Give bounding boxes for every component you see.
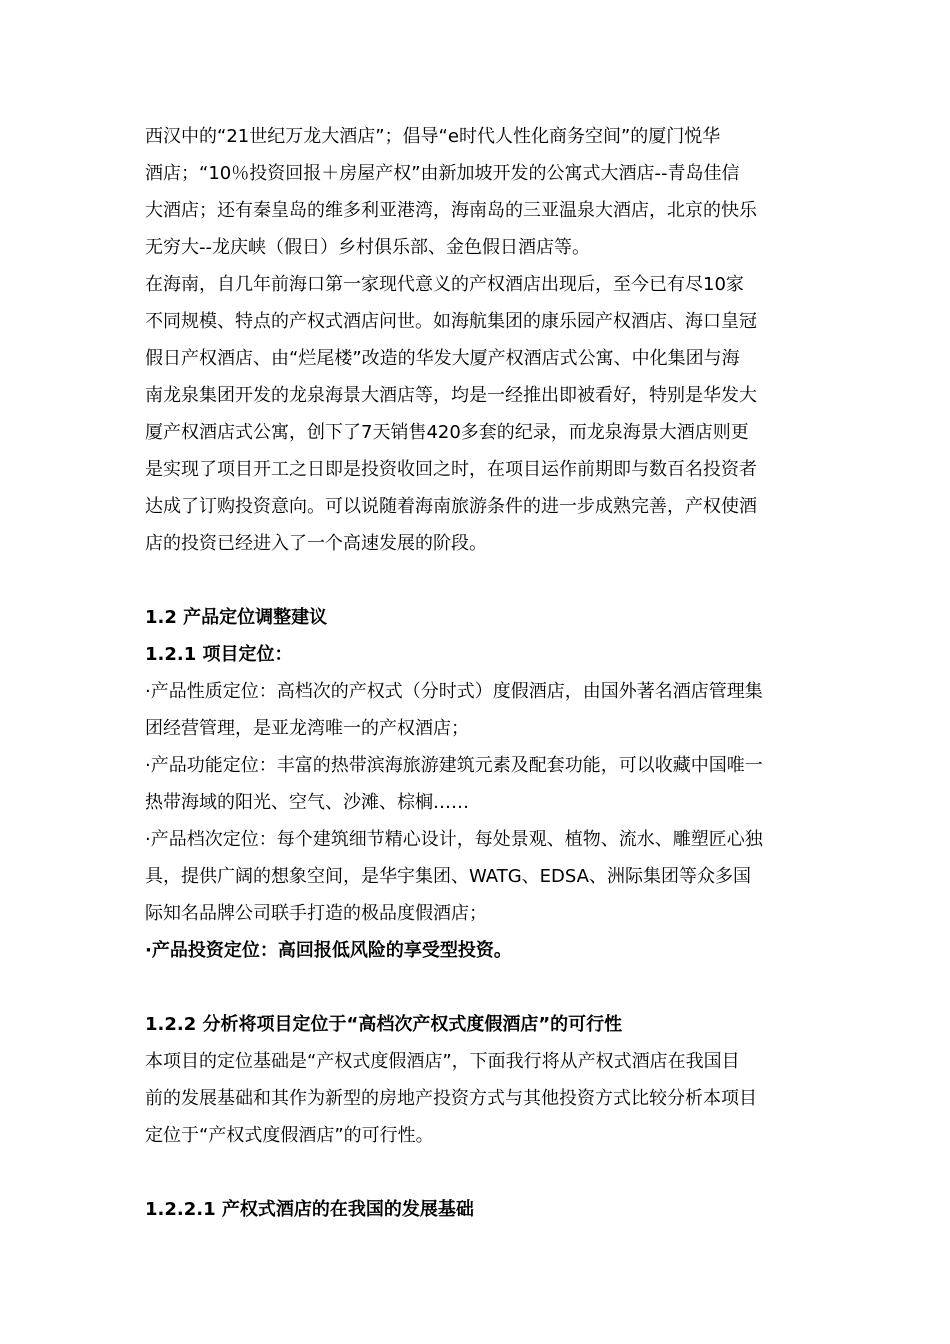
hainan-paragraph	[145, 266, 805, 562]
text-line: 南龙泉集团开发的龙泉海景大酒店等，均是一经推出即被看好，特别是华发大	[145, 385, 757, 406]
text-line: 定位于“产权式度假酒店”的可行性。	[145, 1125, 434, 1146]
spacer	[145, 562, 805, 599]
list-item-grade-cont: 具，提供广阔的想象空间，是华宇集团、WATG、EDSA、洲际集团等众多国	[145, 866, 751, 887]
text-line: 店的投资已经进入了一个高速发展的阶段。	[145, 533, 487, 554]
list-item-grade-cont: 际知名品牌公司联手打造的极品度假酒店；	[145, 903, 487, 924]
spacer	[145, 1154, 805, 1191]
text-line: 西汉中的“21世纪万龙大酒店”；倡导“e时代人性化商务空间”的厦门悦华	[145, 126, 721, 147]
section-heading-1-2: 1.2 产品定位调整建议	[145, 607, 328, 628]
text-line: 达成了订购投资意向。可以说随着海南旅游条件的进一步成熟完善，产权使酒	[145, 496, 757, 517]
text-line: 在海南，自几年前海口第一家现代意义的产权酒店出现后，至今已有尽10家	[145, 274, 744, 295]
list-item-nature-cont: 团经营管理，是亚龙湾唯一的产权酒店；	[145, 718, 469, 739]
text-line: 不同规模、特点的产权式酒店问世。如海航集团的康乐园产权酒店、海口皇冠	[145, 311, 757, 332]
list-item-investment: ·产品投资定位：高回报低风险的享受型投资。	[145, 940, 512, 961]
list-item-grade: ·产品档次定位：每个建筑细节精心设计，每处景观、植物、流水、雕塑匠心独	[145, 829, 763, 850]
section-heading-1-2-2: 1.2.2 分析将项目定位于“高档次产权式度假酒店”的可行性	[145, 1014, 623, 1035]
document-page	[145, 118, 805, 1228]
list-item-nature: ·产品性质定位：高档次的产权式（分时式）度假酒店，由国外著名酒店管理集	[145, 681, 763, 702]
list-item-function: ·产品功能定位：丰富的热带滨海旅游建筑元素及配套功能，可以收藏中国唯一	[145, 755, 763, 776]
text-line: 大酒店；还有秦皇岛的维多利亚港湾，海南岛的三亚温泉大酒店，北京的快乐	[145, 200, 757, 221]
feasibility-paragraph	[145, 1043, 805, 1154]
text-line: 无穷大--龙庆峡（假日）乡村俱乐部、金色假日酒店等。	[145, 237, 590, 258]
intro-paragraph	[145, 118, 805, 266]
text-line: 本项目的定位基础是“产权式度假酒店”，下面我行将从产权式酒店在我国目	[145, 1051, 740, 1072]
section-heading-1-2-2-1: 1.2.2.1 产权式酒店的在我国的发展基础	[145, 1199, 474, 1220]
text-line: 厦产权酒店式公寓，创下了7天销售420多套的纪录，而龙泉海景大酒店则更	[145, 422, 749, 443]
text-line: 假日产权酒店、由“烂尾楼”改造的华发大厦产权酒店式公寓、中化集团与海	[145, 348, 740, 369]
text-line: 是实现了项目开工之日即是投资收回之时，在项目运作前期即与数百名投资者	[145, 459, 757, 480]
spacer	[145, 969, 805, 1006]
text-line: 酒店；“10％投资回报＋房屋产权”由新加坡开发的公寓式大酒店--青岛佳信	[145, 163, 740, 184]
text-line: 前的发展基础和其作为新型的房地产投资方式与其他投资方式比较分析本项目	[145, 1088, 757, 1109]
list-item-function-cont: 热带海域的阳光、空气、沙滩、棕榈……	[145, 792, 469, 813]
section-heading-1-2-1: 1.2.1 项目定位：	[145, 644, 293, 665]
positioning-list	[145, 673, 805, 969]
